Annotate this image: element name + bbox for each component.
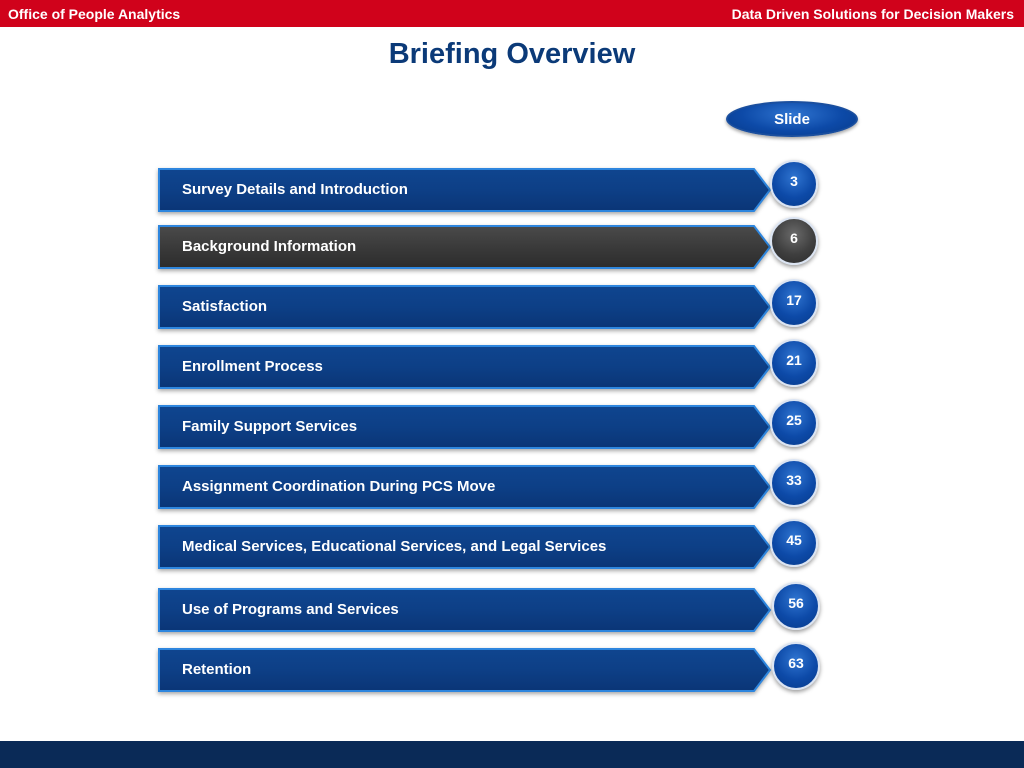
agenda-label: Enrollment Process (182, 358, 323, 375)
slide-number-badge[interactable]: 21 (770, 339, 818, 387)
agenda-item[interactable] (158, 160, 822, 208)
agenda-item[interactable] (158, 640, 822, 688)
agenda-label: Family Support Services (182, 418, 358, 435)
footer-bar (0, 741, 1024, 768)
top-bar (0, 0, 1024, 27)
slide-number-badge[interactable]: 33 (770, 459, 818, 507)
agenda-banner[interactable] (158, 405, 772, 449)
slide-number-badge[interactable]: 17 (770, 279, 818, 327)
agenda-item[interactable] (158, 580, 822, 628)
agenda-banner[interactable] (158, 345, 772, 389)
agenda-item[interactable] (158, 457, 822, 505)
slide-number-badge[interactable]: 56 (772, 582, 820, 630)
agenda-item[interactable] (158, 277, 822, 325)
page-title: Briefing Overview (388, 38, 636, 70)
agenda-label: Retention (182, 661, 252, 678)
slide-number-badge[interactable]: 63 (772, 642, 820, 690)
agenda-item[interactable] (158, 397, 822, 445)
agenda-banner[interactable] (158, 588, 772, 632)
agenda-label: Use of Programs and Services (182, 601, 399, 618)
agenda-label: Survey Details and Introduction (182, 181, 408, 198)
agenda-item[interactable] (158, 337, 822, 385)
agenda-banner[interactable] (158, 648, 772, 692)
agenda-label: Medical Services, Educational Services, and Legal Services (182, 538, 607, 555)
slide-number-badge[interactable]: 45 (770, 519, 818, 567)
slide-number-badge[interactable]: 3 (770, 160, 818, 208)
agenda-banner[interactable] (158, 525, 772, 569)
slide-column-header: Slide (726, 101, 858, 137)
org-name: Office of People Analytics (8, 5, 181, 22)
agenda-banner[interactable] (158, 225, 772, 269)
agenda-label: Background Information (182, 238, 357, 255)
agenda-item-active[interactable] (158, 217, 822, 265)
agenda-item[interactable] (158, 517, 822, 565)
agenda-banner[interactable] (158, 465, 772, 509)
slide-number-badge[interactable]: 6 (770, 217, 818, 265)
agenda-label: Assignment Coordination During PCS Move (182, 478, 496, 495)
agenda-label: Satisfaction (182, 298, 268, 315)
agenda-banner[interactable] (158, 168, 772, 212)
agenda-banner[interactable] (158, 285, 772, 329)
slide-number-badge[interactable]: 25 (770, 399, 818, 447)
tagline: Data Driven Solutions for Decision Makers (731, 5, 1014, 22)
